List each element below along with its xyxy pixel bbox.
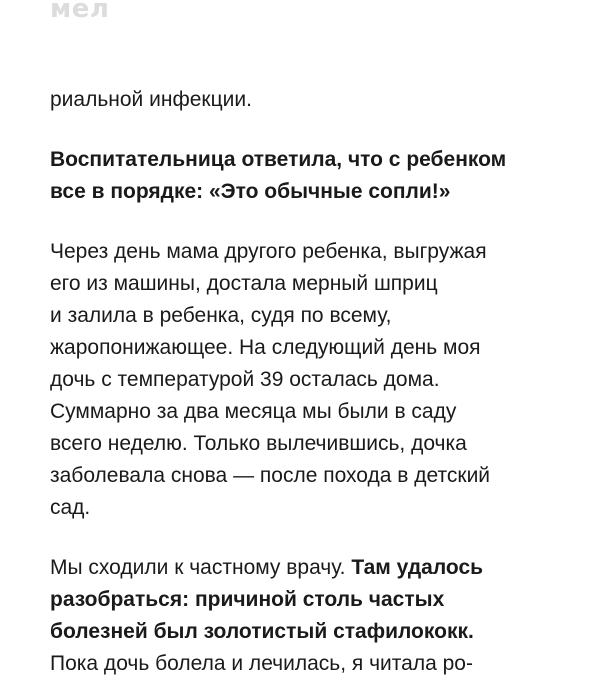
paragraph-infection-end: риальной инфекции.	[50, 88, 252, 111]
paragraph-text: Мы сходили к частному врачу.	[50, 556, 352, 579]
paragraph-text-continued: Пока дочь болела и лечилась, я читала ро-	[50, 652, 473, 675]
paragraph-private-doctor	[50, 552, 570, 680]
paragraph-teacher-reply: Воспитательница ответила, что с ребенком все в порядке: «Это обычные сопли!»	[50, 148, 507, 203]
site-logo[interactable]: мел	[50, 0, 110, 24]
paragraph-other-child: Через день мама другого ребенка, выгружая его из машины, достала мерный шприц и залила в ребенка, судя по всему, жаропонижающее. На следующий день моя дочь с температурой 39 осталась дома. Суммарно за два месяца мы были в саду всего неделю. Только вылечившись, дочка заболевала снова — после похода в детский сад.	[50, 240, 491, 519]
article-body	[50, 84, 570, 680]
paragraph-bold-text: Там удалось разобраться: причиной столь частых болезней был золотистый стафилококк.	[50, 556, 484, 643]
